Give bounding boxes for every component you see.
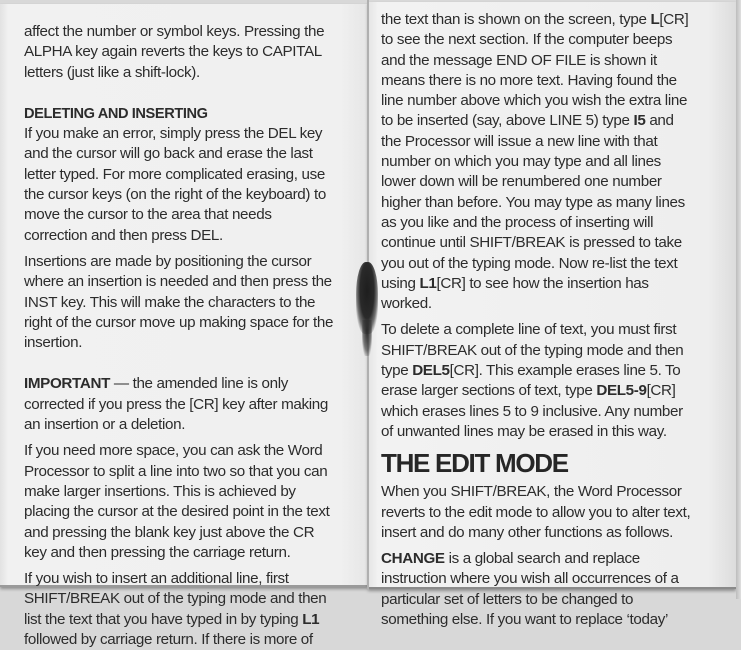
- text-line: letter typed. For more complicated erasing, use: [24, 165, 325, 183]
- text-line: worked.: [381, 295, 432, 313]
- left-page-text: [24, 22, 364, 650]
- paragraph-deleting: [24, 124, 364, 246]
- text-line: reverts to the edit mode to allow you to alter text,: [381, 503, 691, 521]
- text-line: to be inserted (say, above LINE 5) type I5 and: [381, 112, 674, 130]
- text-line: If you need more space, you can ask the Word: [24, 442, 323, 460]
- change-label: CHANGE: [381, 550, 445, 568]
- text-line: and pressing the blank key just above the CR: [24, 523, 315, 541]
- text-line: IMPORTANT — the amended line is only: [24, 375, 288, 393]
- text-line: the cursor keys (on the right of the keyboard) to: [24, 186, 326, 204]
- text-line: lower down will be renumbered one number: [381, 173, 662, 191]
- paragraph-important: [24, 374, 364, 435]
- right-page-text: [381, 10, 733, 630]
- text-line: line number above which you wish the extra line: [381, 92, 688, 110]
- paragraph-edit-mode: [381, 482, 733, 543]
- text-line: INST key. This will make the characters to the: [24, 293, 316, 311]
- text-line: Insertions are made by positioning the cursor: [24, 252, 312, 270]
- paragraph-additional-line: [24, 569, 364, 650]
- text-line: affect the number or symbol keys. Pressing the: [24, 23, 325, 40]
- subheading-deleting-inserting: DELETING AND INSERTING: [24, 105, 208, 122]
- text-line: SHIFT/BREAK out of the typing mode and then: [24, 590, 327, 608]
- text-line: erase larger sections of text, type DEL5-9[CR]: [381, 382, 676, 400]
- paragraph-insertions: [24, 252, 364, 353]
- heading-edit-mode: THE EDIT MODE: [381, 448, 568, 479]
- text-line: to see the next section. If the computer beeps: [381, 31, 673, 49]
- text-line: letters (just like a shift-lock).: [24, 63, 200, 81]
- text-line: of unwanted lines may be erased in this way.: [381, 422, 667, 440]
- spacer: [24, 83, 364, 104]
- spacer: [24, 353, 364, 374]
- paragraph-change: [381, 549, 733, 630]
- text-line: and the cursor will go back and erase the last: [24, 145, 313, 163]
- text-line: ALPHA key again reverts the keys to CAPITAL: [24, 43, 322, 61]
- text-line: using L1[CR] to see how the insertion has: [381, 274, 649, 292]
- text-line: means there is no more text. Having found the: [381, 71, 677, 89]
- text-line: number on which you may type and all lines: [381, 153, 661, 171]
- important-label: IMPORTANT: [24, 375, 110, 393]
- text-line: insertion.: [24, 334, 83, 352]
- text-line: move the cursor to the area that needs: [24, 206, 272, 224]
- text-line: SHIFT/BREAK out of the typing mode and then: [381, 341, 684, 359]
- text-line: If you make an error, simply press the DEL key: [24, 125, 323, 143]
- text-line: CHANGE is a global search and replace: [381, 550, 640, 568]
- text-line: If you wish to insert an additional line, first: [24, 570, 289, 588]
- text-line: list the text that you have typed in by typing L1: [24, 610, 320, 628]
- text-line: instruction where you wish all occurrences of a: [381, 570, 679, 588]
- paragraph-alpha-key: [24, 22, 364, 83]
- text-line: something else. If you want to replace ‘today’: [381, 611, 668, 629]
- text-line: the text than is shown on the screen, type L[CR]: [381, 11, 689, 28]
- text-line: placing the cursor at the desired point in the text: [24, 503, 330, 521]
- text-line: continue until SHIFT/BREAK is pressed to take: [381, 234, 682, 252]
- text-line: as you like and the process of inserting will: [381, 213, 654, 231]
- text-line: an insertion or a deletion.: [24, 416, 186, 434]
- text-line: type DEL5[CR]. This example erases line 5. To: [381, 362, 681, 380]
- text-line: When you SHIFT/BREAK, the Word Processor: [381, 483, 682, 501]
- text-line: where an insertion is needed and then press the: [24, 273, 332, 291]
- text-line: you out of the typing mode. Now re-list the text: [381, 254, 678, 272]
- text-line: key and then pressing the carriage return.: [24, 543, 291, 561]
- text-line: corrected if you press the [CR] key after making: [24, 395, 328, 413]
- text-line: which erases lines 5 to 9 inclusive. Any number: [381, 402, 683, 420]
- text-line: Processor to split a line into two so that you can: [24, 462, 328, 480]
- text-line: and the message END OF FILE is shown it: [381, 51, 657, 69]
- text-line: higher than before. You may type as many lines: [381, 193, 685, 211]
- paragraph-delete-line: [381, 320, 733, 442]
- text-line: insert and do many other functions as follows.: [381, 523, 674, 541]
- text-line: followed by carriage return. If there is more of: [24, 631, 313, 649]
- text-line: correction and then press DEL.: [24, 226, 223, 244]
- text-line: right of the cursor move up making space for the: [24, 313, 334, 331]
- text-line: the Processor will issue a new line with that: [381, 132, 658, 150]
- ink-blot: [362, 320, 372, 356]
- paragraph-continue-listing: [381, 10, 733, 314]
- paragraph-more-space: [24, 441, 364, 563]
- page-edge: [736, 0, 741, 599]
- text-line: make larger insertions. This is achieved by: [24, 482, 296, 500]
- text-line: particular set of letters to be changed to: [381, 590, 634, 608]
- text-line: To delete a complete line of text, you must first: [381, 321, 677, 339]
